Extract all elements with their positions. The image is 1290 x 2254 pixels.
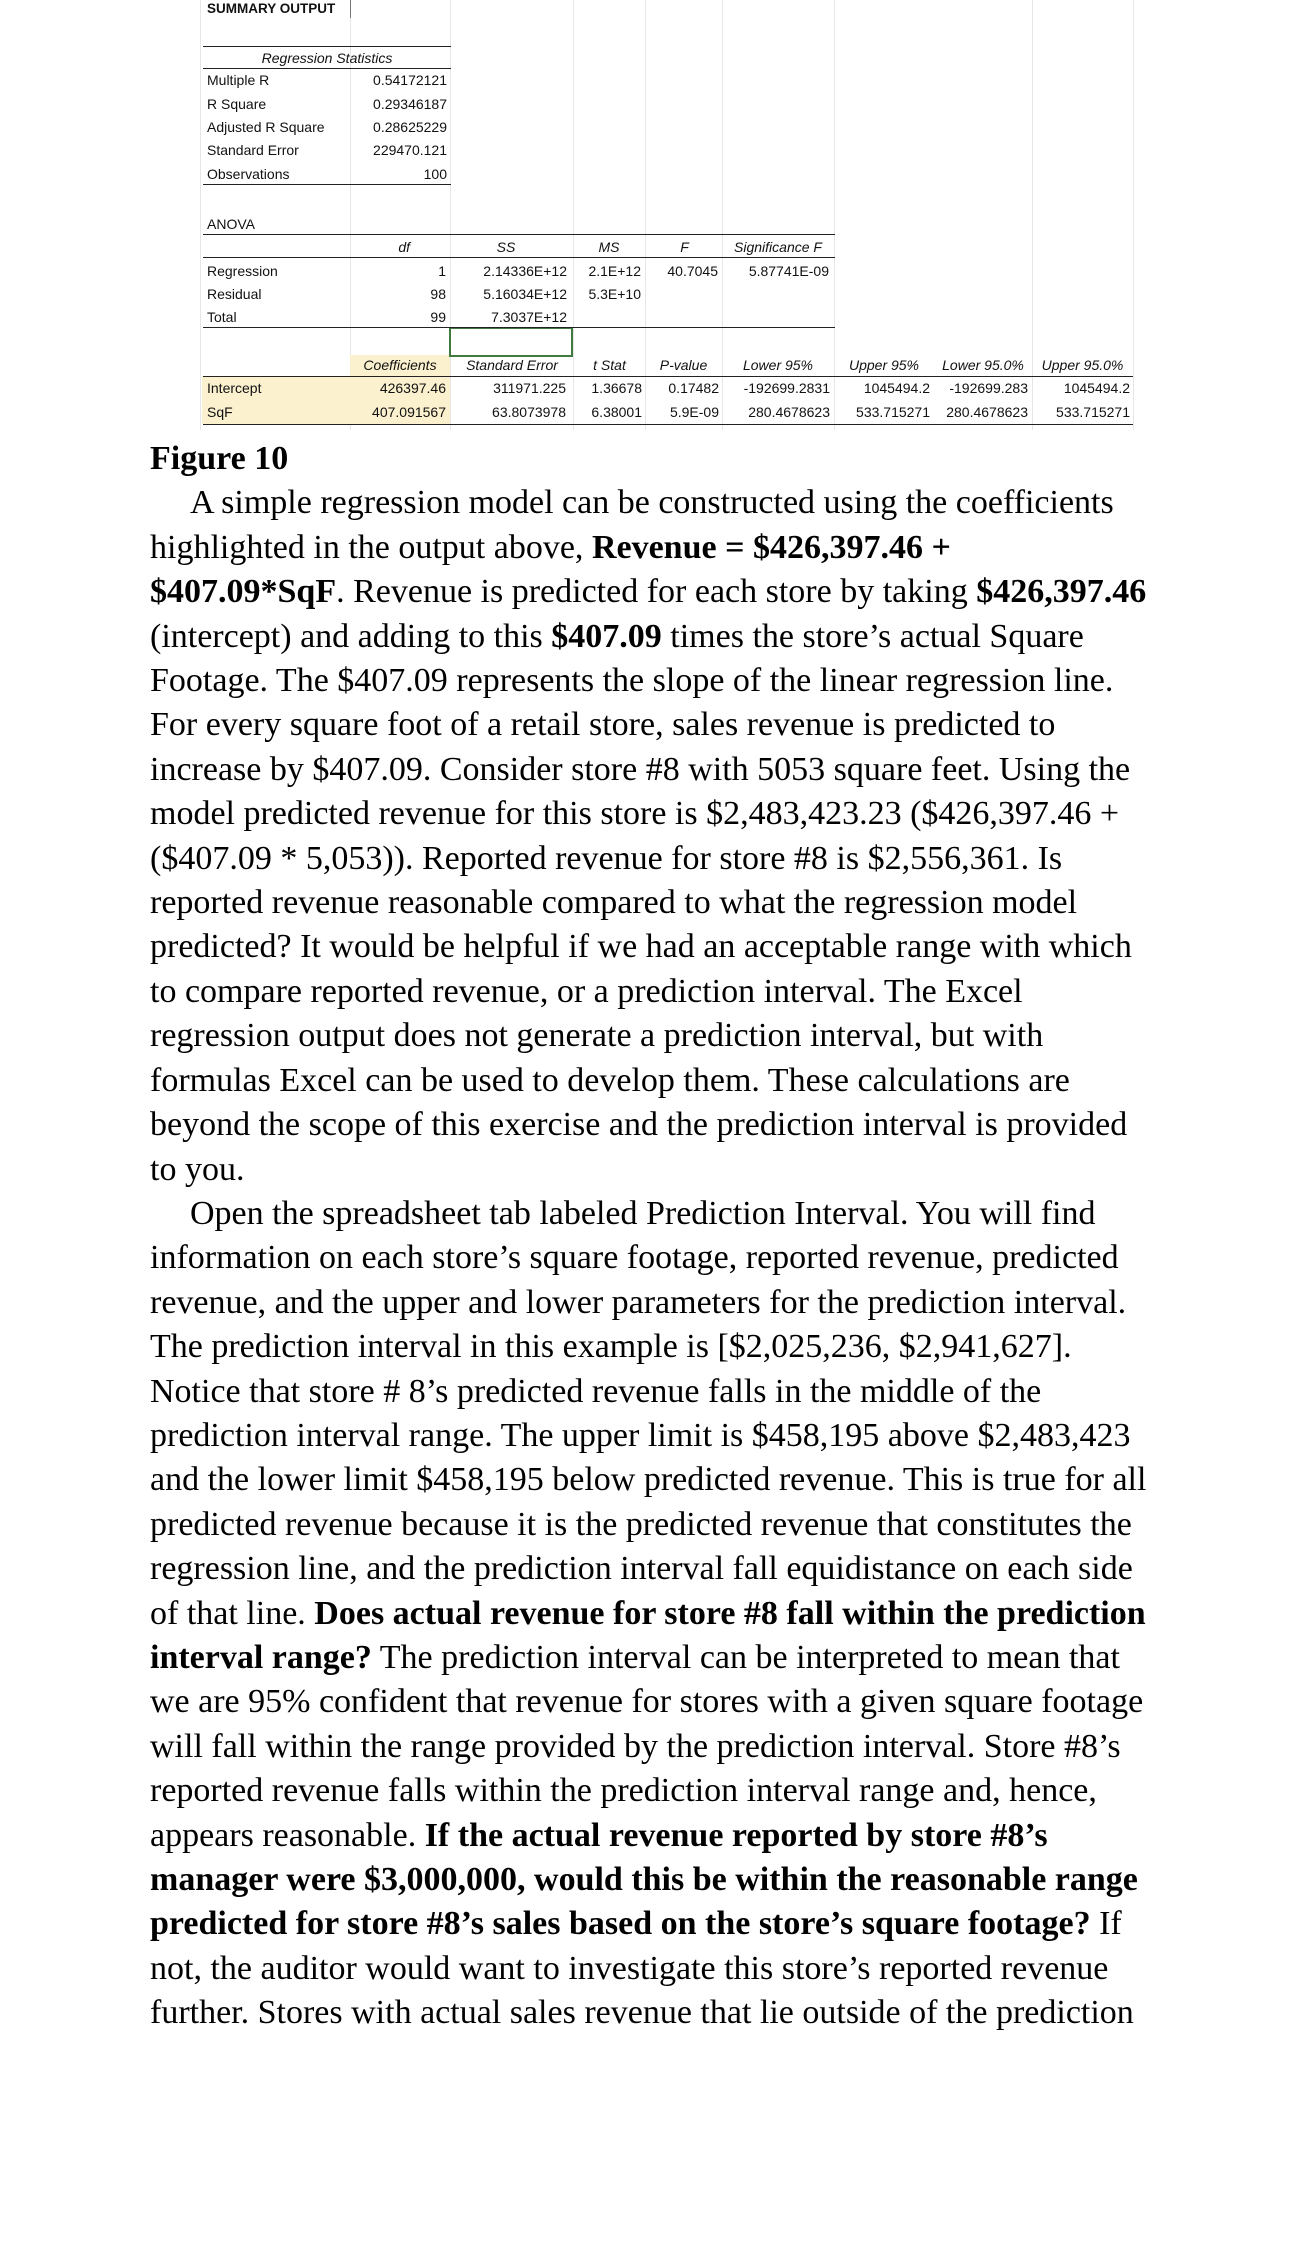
coef-header: Upper 95% [848,357,920,373]
anova-ss: 7.3037E+12 [491,309,567,325]
cell-grid [1133,0,1134,430]
anova-title: ANOVA [207,216,255,232]
coef-cell: 1045494.2 [1063,380,1130,396]
coef-row-label: SqF [207,404,233,420]
reg-stat-label: Multiple R [207,72,270,88]
anova-ms: 2.1E+12 [588,263,641,279]
coef-bottom-rule [203,424,1133,425]
text-run: times the store’s actual Square Footage. The $407.09 represents the slope of the linear regression line. For every square foot of a retail store, sales revenue is predicted to increase by $407.09. Consider store #8 with 5053 square feet. Using the model predicted revenue for this store is $2,483,423.23 ($426,397.46 + ($407.09 * 5,053)). Reported revenue for store #8 is $2,556,361. Is reported revenue reasonable compared to what the regression model predicted? It would be helpful if we had an acceptable range with which to compare reported revenue, or a prediction interval. The Excel regression output does not generate a prediction interval, but with formulas Excel can be used to develop them. These calculations are beyond the scope of this exercise and the prediction interval is provided to you. [150,617,1132,1188]
text-run: . Revenue is predicted for each store by taking [336,573,977,611]
anova-bottom-rule [203,327,835,328]
coef-header: t Stat [593,357,626,373]
coef-cell: 533.715271 [1056,404,1130,420]
reg-stat-value: 100 [423,166,447,182]
anova-df: 1 [438,263,446,279]
anova-df: 98 [430,286,446,302]
reg-stats-top-rule [203,46,451,47]
coef-cell: 6.38001 [591,404,642,420]
anova-row-label: Total [207,309,237,325]
text-run: Open the spreadsheet tab labeled Prediction Interval. You will find information on each store’s square footage, reported revenue, predicted revenue, and the upper and lower parameters for the prediction interval. The prediction interval in this example is [$2,025,236, $2,941,627]. Notice that store # 8’s predicted revenue falls in the middle of the prediction interval range. The upper limit is $458,195 above $2,483,423 and the lower limit $458,195 below predicted revenue. This is true for all predicted revenue because it is the predicted revenue that constitutes the regression line, and the prediction interval fall equidistance on each side of that line. [150,1194,1147,1632]
reg-stats-header: Regression Statistics [261,50,393,66]
anova-df: 99 [430,309,446,325]
coef-cell: 280.4678623 [748,404,830,420]
summary-output-title: SUMMARY OUTPUT [207,1,336,16]
coef-cell: 0.17482 [668,380,719,396]
coef-cell: 311971.225 [493,380,566,396]
text-run: A simple regression model can be constructed using the coefficients highlighted in the output above, [150,484,1114,566]
anova-sig: 5.87741E-09 [748,263,829,279]
coef-header: Coefficients [363,357,437,373]
text-run: The prediction interval can be interpreted to mean that we are 95% confident that revenue for stores with a given square footage will fall within the range provided by the prediction interval. Store #8’s reported revenue falls within the prediction interval range and, hence, appears reasonable. [150,1638,1144,1854]
anova-header-f: F [680,239,689,255]
coef-header-rule [203,376,1133,377]
bold-question: Does actual revenue for store #8 fall within the prediction interval range? [150,1594,1146,1676]
coef-cell: 1.36678 [591,380,642,396]
anova-header-ss: SS [496,239,516,255]
reg-stats-bottom-rule [203,184,451,185]
document-body [150,437,1150,2036]
bold-question: If the actual revenue reported by store #8’s manager were $3,000,000, would this be within the reasonable range predicted for store #8’s sales based on the store’s square footage? [150,1816,1138,1943]
reg-stat-value: 0.28625229 [373,119,447,135]
reg-stat-label: Observations [207,166,290,182]
coef-cell: 63.8073978 [492,404,566,420]
reg-stats-header-rule [203,68,451,69]
anova-ms: 5.3E+10 [588,286,641,302]
anova-row-label: Regression [207,263,278,279]
active-cell-selection[interactable] [449,327,573,357]
paragraph-prediction-interval [150,1192,1150,2036]
title-divider [350,0,351,18]
anova-header-rule [203,257,835,258]
coef-header: Lower 95.0% [942,357,1024,373]
reg-stat-value: 0.54172121 [373,72,447,88]
coef-cell: 1045494.2 [863,380,930,396]
coef-cell: 280.4678623 [946,404,1028,420]
coef-header: Upper 95.0% [1041,357,1124,373]
coef-cell: 407.091567 [372,404,446,420]
anova-top-rule [203,234,835,235]
excel-regression-output [0,0,1290,440]
paragraph-regression-model [150,481,1150,1192]
cell-grid [200,0,201,430]
coef-cell: -192699.2831 [743,380,830,396]
reg-stat-label: Standard Error [207,142,299,158]
coef-header: P-value [659,357,708,373]
bold-slope: $407.09 [551,617,662,655]
reg-stat-value: 229470.121 [373,142,447,158]
coef-header: Lower 95% [742,357,814,373]
coef-row-label: Intercept [207,380,262,396]
figure-label: Figure 10 [150,440,289,477]
bold-intercept: $426,397.46 [976,573,1147,611]
reg-stat-label: R Square [207,96,267,112]
anova-ss: 5.16034E+12 [483,286,567,302]
anova-header-df: df [398,239,410,255]
anova-f: 40.7045 [667,263,718,279]
reg-stat-label: Adjusted R Square [207,119,325,135]
coef-cell: 533.715271 [856,404,930,420]
coef-cell: -192699.283 [949,380,1028,396]
anova-header-sig: Significance F [734,239,822,255]
text-run: (intercept) and adding to this [150,617,552,655]
bold-formula: Revenue = $426,397.46 + $407.09*SqF [150,528,951,611]
coef-cell: 426397.46 [379,380,446,396]
anova-row-label: Residual [207,286,262,302]
coef-header: Standard Error [466,357,558,373]
anova-ss: 2.14336E+12 [483,263,567,279]
reg-stat-value: 0.29346187 [373,96,447,112]
coef-cell: 5.9E-09 [669,404,719,420]
text-run: If not, the auditor would want to investigate this store’s reported revenue further. Stores with actual sales revenue that lie outside of the prediction [150,1905,1134,2032]
anova-header-ms: MS [598,239,620,255]
